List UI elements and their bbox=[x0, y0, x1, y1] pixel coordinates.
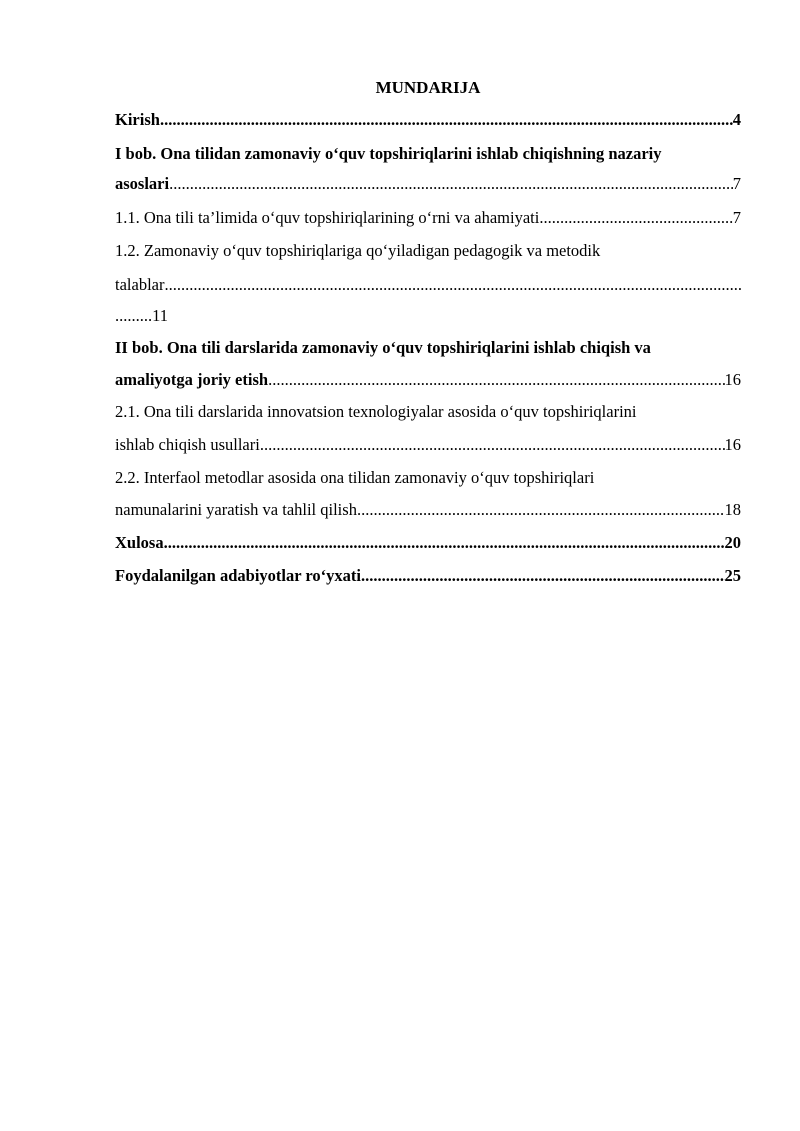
dot-leader bbox=[268, 369, 724, 391]
page-title: MUNDARIJA bbox=[375, 78, 481, 97]
toc-entry-bob1-line1: I bob. Ona tilidan zamonaviy o‘quv topshiriqlarini ishlab chiqishning nazariy bbox=[115, 144, 662, 163]
toc-entry-1-2-line1: 1.2. Zamonaviy o‘quv topshiriqlariga qo‘yiladigan pedagogik va metodik bbox=[115, 241, 601, 260]
toc-entry-1-2-line2 bbox=[115, 274, 741, 296]
toc-entry-xulosa bbox=[115, 532, 741, 554]
toc-page-number: 4 bbox=[732, 110, 741, 129]
toc-entry-bob1-line2 bbox=[115, 173, 741, 195]
toc-entry-kirish bbox=[115, 109, 741, 131]
toc-entry-label: talablar bbox=[115, 275, 165, 294]
toc-page-number: 7 bbox=[732, 208, 741, 227]
toc-entry-label: Foydalanilgan adabiyotlar ro‘yxati bbox=[115, 566, 362, 585]
toc-entry-label: amaliyotga joriy etish bbox=[115, 370, 269, 389]
toc-entry-bob2-line2 bbox=[115, 369, 741, 391]
toc-entry-2-2-line1: 2.2. Interfaol metodlar asosida ona tilidan zamonaviy o‘quv topshiriqlari bbox=[115, 468, 595, 487]
dot-leader bbox=[160, 109, 733, 131]
dot-leader bbox=[539, 207, 732, 229]
toc-entry-label: 1.1. Ona tili ta’limida o‘quv topshiriqlarining o‘rni va ahamiyati bbox=[115, 208, 540, 227]
toc-entry-label: asoslari bbox=[115, 174, 170, 193]
toc-entry-1-2-line3: .........11 bbox=[115, 306, 169, 325]
dot-leader bbox=[357, 499, 725, 521]
toc-page-number: 18 bbox=[724, 500, 741, 519]
toc-entry-label: ishlab chiqish usullari bbox=[115, 435, 260, 454]
dot-leader bbox=[164, 532, 725, 554]
toc-page-number: 20 bbox=[724, 533, 741, 552]
toc-entry-2-1-line2 bbox=[115, 434, 741, 456]
toc-page-number: 7 bbox=[732, 174, 741, 193]
toc-page-number: 16 bbox=[724, 435, 741, 454]
toc-entry-foydalanilgan bbox=[115, 565, 741, 587]
toc-page-number: 25 bbox=[724, 566, 741, 585]
toc-entry-label: Kirish bbox=[115, 110, 160, 129]
toc-entry-label: namunalarini yaratish va tahlil qilish bbox=[115, 500, 357, 519]
dot-leader bbox=[164, 274, 741, 296]
toc-entry-2-2-line2 bbox=[115, 499, 741, 521]
toc-entry-1-1 bbox=[115, 207, 741, 229]
toc-entry-bob2-line1: II bob. Ona tili darslarida zamonaviy o‘quv topshiriqlarini ishlab chiqish va bbox=[115, 338, 651, 357]
toc-page-number: 16 bbox=[724, 370, 741, 389]
toc-entry-2-1-line1: 2.1. Ona tili darslarida innovatsion texnologiyalar asosida o‘quv topshiriqlarini bbox=[115, 402, 637, 421]
dot-leader bbox=[260, 434, 725, 456]
toc-entry-label: Xulosa bbox=[115, 533, 164, 552]
dot-leader bbox=[169, 173, 733, 195]
dot-leader bbox=[361, 565, 724, 587]
